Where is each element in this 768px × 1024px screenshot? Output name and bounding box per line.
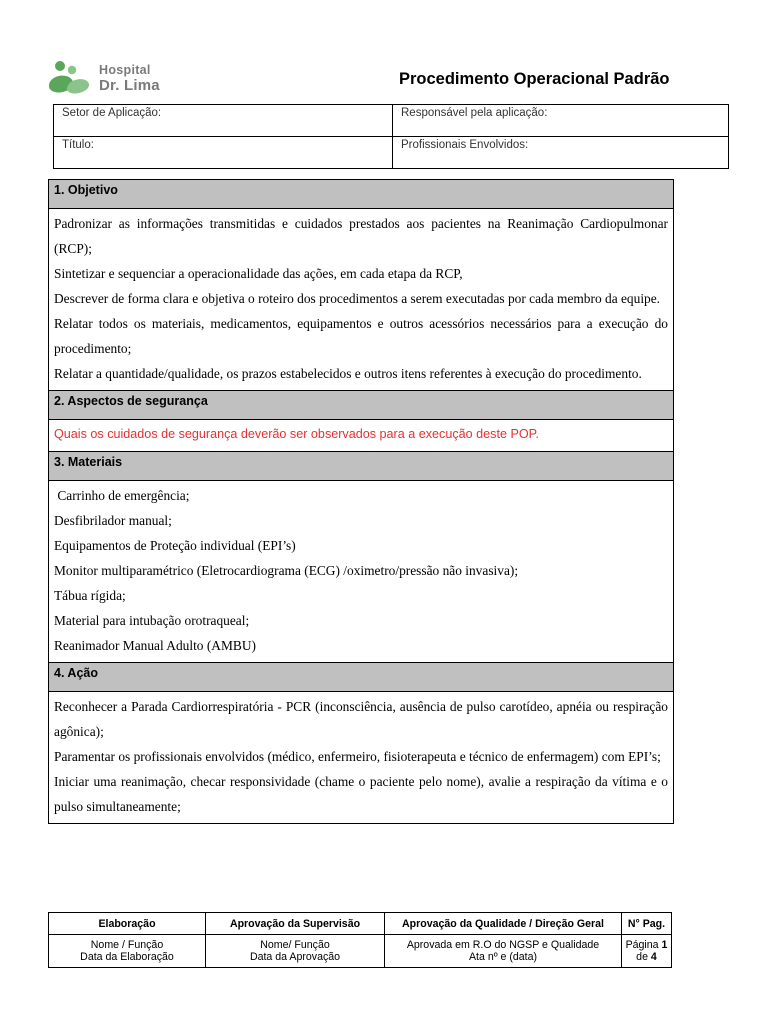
acao-item: Iniciar uma reanimação, checar responsividade (chame o paciente pelo nome), avalie a respiração da vítima e o pulso simultaneamente; <box>54 774 668 814</box>
materiais-item: Tábua rígida; <box>54 588 126 603</box>
procedure-body <box>48 179 674 824</box>
seguranca-text: Quais os cuidados de segurança deverão ser observados para a execução deste POP. <box>54 427 539 441</box>
supervisao-nome: Nome/ Função <box>260 939 330 951</box>
section-materiais-heading: 3. Materiais <box>49 452 673 481</box>
materiais-item: Reanimador Manual Adulto (AMBU) <box>54 638 256 653</box>
section-seguranca-body <box>49 420 673 452</box>
section-objetivo-heading: 1. Objetivo <box>49 180 673 209</box>
qualidade-ata: Ata nº e (data) <box>468 951 538 963</box>
responsavel-field[interactable]: Responsável pela aplicação: <box>393 105 729 137</box>
footer-header-qualidade: Aprovação da Qualidade / Direção Geral <box>385 913 622 935</box>
pagina-de: de <box>636 951 648 963</box>
footer-supervisao-value <box>206 935 385 968</box>
setor-field[interactable]: Setor de Aplicação: <box>54 105 393 137</box>
footer-elaboracao-value <box>49 935 206 968</box>
objetivo-item: Padronizar as informações transmitidas e cuidados prestados aos pacientes na Reanimação Cardiopulmonar (RCP); <box>54 216 668 256</box>
section-seguranca-heading: 2. Aspectos de segurança <box>49 391 673 420</box>
materiais-item: Material para intubação orotraqueal; <box>54 613 250 628</box>
pagina-total: 4 <box>650 951 657 963</box>
footer-pagina-value <box>622 935 672 968</box>
materiais-item: Desfibrilador manual; <box>54 513 172 528</box>
section-objetivo-body <box>49 209 673 391</box>
profissionais-field[interactable]: Profissionais Envolvidos: <box>393 137 729 169</box>
approval-table <box>48 912 672 968</box>
section-acao-body <box>49 692 673 824</box>
objetivo-item: Relatar todos os materiais, medicamentos, equipamentos e outros acessórios necessários para a execução do procedimento; <box>54 316 668 356</box>
section-materiais-body <box>49 481 673 663</box>
materiais-item: Monitor multiparamétrico (Eletrocardiograma (ECG) /oximetro/pressão não invasiva); <box>54 563 519 578</box>
hospital-logo <box>47 60 177 96</box>
materiais-item: Carrinho de emergência; <box>54 488 190 503</box>
objetivo-item: Relatar a quantidade/qualidade, os prazos estabelecidos e outros itens referentes à execução do procedimento. <box>54 366 642 381</box>
logo-line2: Dr. Lima <box>99 76 160 94</box>
elaboracao-data: Data da Elaboração <box>80 951 174 963</box>
hospital-logo-icon <box>47 60 95 96</box>
objetivo-item: Descrever de forma clara e objetiva o roteiro dos procedimentos a serem executadas por cada membro da equipe. <box>54 291 661 306</box>
section-acao-heading: 4. Ação <box>49 663 673 692</box>
logo-line1: Hospital <box>99 63 151 77</box>
pagina-label: Página <box>625 939 659 951</box>
footer-header-supervisao: Aprovação da Supervisão <box>206 913 385 935</box>
titulo-field[interactable]: Título: <box>54 137 393 169</box>
hospital-logo-text <box>99 64 160 93</box>
document-title: Procedimento Operacional Padrão <box>399 70 670 88</box>
qualidade-aprovada: Aprovada em R.O do NGSP e Qualidade <box>406 939 600 951</box>
materiais-item: Equipamentos de Proteção individual (EPI’s) <box>54 538 296 553</box>
pagina-numero: 1 <box>661 939 668 951</box>
acao-item: Reconhecer a Parada Cardiorrespiratória - PCR (inconsciência, ausência de pulso carotídeo, apnéia ou respiração agônica); <box>54 699 668 739</box>
acao-item: Paramentar os profissionais envolvidos (médico, enfermeiro, fisioterapeuta e técnico de enfermagem) com EPI’s; <box>54 749 661 764</box>
footer-header-elaboracao: Elaboração <box>49 913 206 935</box>
elaboracao-nome: Nome / Função <box>90 939 164 951</box>
info-table <box>53 104 729 169</box>
footer-header-pagina: N° Pag. <box>622 913 672 935</box>
objetivo-item: Sintetizar e sequenciar a operacionalidade das ações, em cada etapa da RCP, <box>54 266 463 281</box>
supervisao-data: Data da Aprovação <box>249 951 341 963</box>
footer-qualidade-value <box>385 935 622 968</box>
